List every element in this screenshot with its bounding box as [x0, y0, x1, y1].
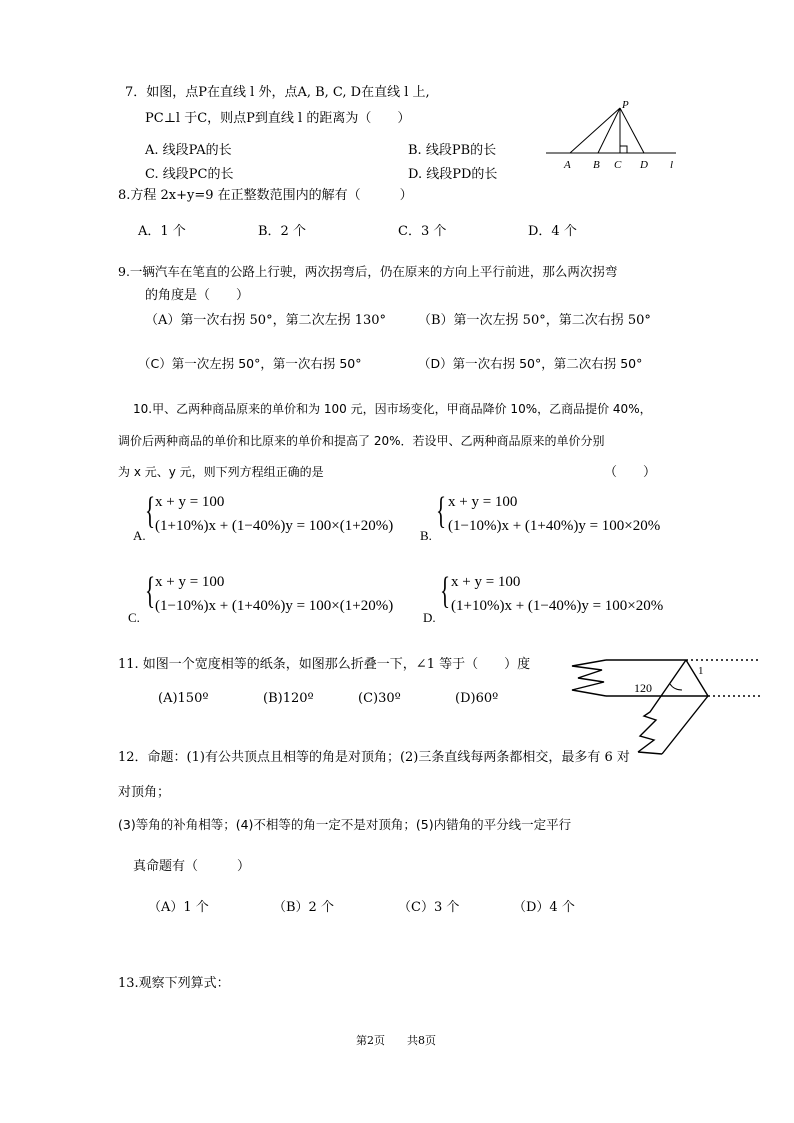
- q12-option-a: （A）1 个: [148, 900, 209, 915]
- q10-line1: 10.甲、乙两种商品原来的单价和为 100 元，因市场变化，甲商品降价 10%，乙商品提价 40%，: [133, 402, 652, 416]
- q10-option-d-brace: {: [440, 570, 451, 612]
- q7-line2: PC⊥l 于C，则点P到直线 l 的距离为（ ）: [145, 111, 411, 126]
- q10-option-c-label: C.: [128, 610, 140, 625]
- q9-line2: 的角度是（ ）: [145, 288, 250, 303]
- q9-line1: 9.一辆汽车在笔直的公路上行驶，两次拐弯后，仍在原来的方向上平行前进，那么两次拐弯: [118, 264, 618, 279]
- q10-option-b-label: B.: [420, 528, 432, 543]
- q12-option-b: （B）2 个: [273, 900, 334, 915]
- q9-option-b: （B）第一次左拐 50°，第二次右拐 50°: [418, 313, 651, 328]
- q10-option-b-eq1: x + y = 100: [448, 494, 518, 510]
- page-footer: 第2页 共8页: [356, 1034, 436, 1047]
- q12-option-c: （C）3 个: [398, 900, 460, 915]
- q7-option-d: D. 线段PD的长: [408, 167, 498, 182]
- q7-option-a: A. 线段PA的长: [145, 143, 232, 158]
- q8-stem: 8.方程 2x+y=9 在正整数范围内的解有（ ）: [118, 188, 413, 203]
- q10-option-d-label: D.: [423, 610, 436, 625]
- q9-option-c: （C）第一次左拐 50°，第一次右拐 50°: [138, 356, 362, 371]
- q7-label-b: B: [593, 159, 600, 171]
- q7-label-d: D: [640, 159, 648, 171]
- q10-option-b-eq2: (1−10%)x + (1+40%)y = 100×20%: [448, 518, 661, 534]
- q11-figure: [570, 654, 770, 759]
- q13-stem: 13.观察下列算式：: [118, 976, 230, 991]
- q10-option-b-brace: {: [436, 490, 447, 532]
- q10-option-a-brace: {: [145, 490, 156, 532]
- q10-answer-paren: （ ）: [604, 465, 657, 480]
- q8-option-b: B．2 个: [258, 224, 306, 239]
- q10-option-c-eq2: (1−10%)x + (1+40%)y = 100×(1+20%): [155, 598, 394, 614]
- q9-option-a: （A）第一次右拐 50°，第二次左拐 130°: [145, 313, 387, 328]
- q10-option-a-eq1: x + y = 100: [155, 494, 225, 510]
- q10-option-d-eq1: x + y = 100: [451, 574, 521, 590]
- q10-line2: 调价后两种商品的单价和比原来的单价和提高了 20%．若设甲、乙两种商品原来的单价分别: [118, 434, 605, 448]
- q10-option-d-eq2: (1+10%)x + (1−40%)y = 100×20%: [451, 598, 664, 614]
- q9-option-d: （D）第一次右拐 50°，第二次右拐 50°: [418, 356, 643, 371]
- q7-label-l: l: [670, 159, 674, 171]
- q10-option-c-brace: {: [145, 570, 156, 612]
- q7-option-c: C. 线段PC的长: [145, 167, 234, 182]
- q7-line1: 7．如图，点P在直线 l 外，点A, B, C, D在直线 l 上,: [125, 85, 430, 100]
- q12-line3: (3)等角的补角相等；(4)不相等的角一定不是对顶角；(5)内错角的平分线一定平行: [118, 817, 572, 832]
- q8-option-a: A．1 个: [138, 224, 186, 239]
- q7-label-c: C: [614, 159, 622, 171]
- q10-option-a-eq2: (1+10%)x + (1−40%)y = 100×(1+20%): [155, 518, 394, 534]
- q11-stem: 11. 如图一个宽度相等的纸条，如图那么折叠一下，∠1 等于（ ）度: [118, 657, 531, 672]
- q7-label-a: A: [564, 159, 571, 171]
- q12-line1: 12．命题：(1)有公共顶点且相等的角是对顶角；(2)三条直线每两条都相交，最多有 6 对: [118, 750, 630, 765]
- q11-option-a: (A)150º: [158, 691, 209, 706]
- q7-option-b: B. 线段PB的长: [408, 143, 497, 158]
- q10-line3: 为 x 元、y 元，则下列方程组正确的是: [118, 465, 324, 479]
- q8-option-d: D．4 个: [528, 224, 577, 239]
- q12-option-d: （D）4 个: [513, 900, 575, 915]
- q12-line2: 对顶角；: [118, 785, 171, 800]
- q11-angle-one: 1: [698, 665, 704, 677]
- q11-option-b: (B)120º: [263, 691, 314, 706]
- q8-option-c: C．3 个: [398, 224, 447, 239]
- q7-figure: [540, 96, 680, 176]
- q11-option-c: (C)30º: [358, 691, 401, 706]
- q10-option-a-label: A.: [133, 528, 146, 543]
- q12-line4: 真命题有（ ）: [133, 859, 251, 874]
- q7-label-p: P: [622, 99, 629, 111]
- q11-angle-label: 120: [634, 681, 652, 695]
- q10-option-c-eq1: x + y = 100: [155, 574, 225, 590]
- q11-option-d: (D)60º: [455, 691, 499, 706]
